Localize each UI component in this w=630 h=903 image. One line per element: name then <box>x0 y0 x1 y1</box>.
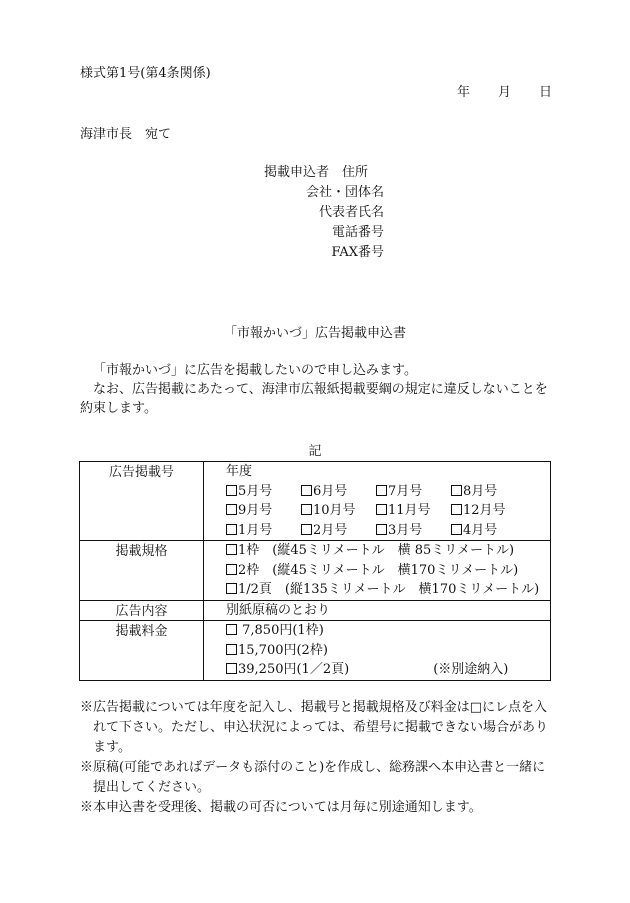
ki-heading: 記 <box>308 444 322 459</box>
date-month: 月 <box>498 85 512 100</box>
checkbox[interactable] <box>376 485 387 496</box>
month-option: 1月号 <box>238 522 273 538</box>
month-option: 6月号 <box>313 483 348 499</box>
month-option: 9月号 <box>238 503 273 518</box>
month-option: 4月号 <box>463 522 498 538</box>
size-option-row <box>204 561 550 581</box>
checkbox[interactable] <box>451 504 462 515</box>
content-value: 別紙原稿のとおり <box>226 602 331 618</box>
addressee: 海津市長 宛て <box>80 127 172 142</box>
fee-option-row <box>204 621 550 641</box>
fee-option: 39,250円(1／2頁) <box>238 662 350 677</box>
month-option: 2月号 <box>313 522 348 538</box>
date-day: 日 <box>539 85 553 100</box>
fee-option: 15,700円(2枠) <box>238 642 328 658</box>
fee-option-row <box>204 641 550 661</box>
checkbox[interactable] <box>226 485 237 496</box>
checkbox[interactable] <box>451 485 462 496</box>
applicant-block <box>264 163 384 263</box>
fee-row <box>80 621 551 681</box>
checkbox[interactable] <box>226 504 237 515</box>
size-cell <box>204 541 551 601</box>
checkbox[interactable] <box>301 485 312 496</box>
months-row-2 <box>204 501 550 521</box>
fee-note: (※別途納入) <box>433 662 509 677</box>
issue-row <box>80 462 551 541</box>
fee-label: 掲載料金 <box>80 621 204 681</box>
field-fax: FAX番号 <box>331 245 384 260</box>
body-paragraph-2: なお、広告掲載にあたって、海津市広報紙掲載要綱の規定に違反しないことを約束します。 <box>80 382 548 416</box>
date-year: 年 <box>457 85 471 100</box>
size-option: 2枠 (縦45ミリメートル 横170ミリメートル) <box>238 562 519 578</box>
checkbox[interactable] <box>226 624 237 635</box>
issue-cell <box>204 462 551 541</box>
checkbox[interactable] <box>376 504 387 515</box>
checkbox[interactable] <box>226 663 237 674</box>
body-text <box>80 361 552 418</box>
size-option: 1枠 (縦45ミリメートル 横 85ミリメートル) <box>238 543 515 558</box>
date-line <box>457 85 552 101</box>
checkbox[interactable] <box>301 524 312 535</box>
application-table <box>79 461 551 681</box>
field-company: 会社・団体名 <box>305 185 384 200</box>
checkbox[interactable] <box>226 544 237 555</box>
checkbox[interactable] <box>451 524 462 535</box>
months-row-1 <box>204 482 550 502</box>
month-option: 10月号 <box>313 503 356 518</box>
size-label: 掲載規格 <box>80 541 204 601</box>
size-option: 1/2頁 (縦135ミリメートル 横170ミリメートル) <box>238 582 540 597</box>
months-row-3 <box>204 521 550 541</box>
checkbox[interactable] <box>301 504 312 515</box>
applicant-address-line <box>264 163 384 183</box>
checkbox[interactable] <box>226 583 237 594</box>
month-option: 5月号 <box>238 483 273 499</box>
fee-option-row <box>204 660 550 680</box>
fee-cell <box>204 621 551 681</box>
note-item: ※広告掲載については年度を記入し、掲載号と掲載規格及び料金は□にレ点を入れて下さい。ただし、申込状況によっては、希望号に掲載できない場合があります。 <box>80 700 549 755</box>
content-label: 広告内容 <box>80 600 204 621</box>
fiscal-year-field[interactable]: 年度 <box>226 464 253 479</box>
applicant-label: 掲載申込者 <box>264 165 330 180</box>
month-option: 7月号 <box>388 483 423 499</box>
note-item: ※原稿(可能であればデータも添付のこと)を作成し、総務課へ本申込書と一緒に提出してください。 <box>80 760 546 795</box>
field-address: 住所 <box>342 165 369 180</box>
checkbox[interactable] <box>226 644 237 655</box>
note-item: ※本申込書を受理後、掲載の可否については月毎に別途通知します。 <box>80 800 482 815</box>
month-option: 3月号 <box>388 522 423 538</box>
size-option-row <box>204 580 550 600</box>
checkbox[interactable] <box>226 564 237 575</box>
month-option: 12月号 <box>463 503 506 518</box>
checkbox[interactable] <box>376 524 387 535</box>
content-cell <box>204 600 551 621</box>
form-number: 様式第1号(第4条関係) <box>80 66 211 81</box>
month-option: 8月号 <box>463 483 498 499</box>
field-representative: 代表者氏名 <box>318 205 384 220</box>
checkbox[interactable] <box>226 524 237 535</box>
content-row <box>80 600 551 621</box>
month-option: 11月号 <box>388 503 431 518</box>
size-row <box>80 541 551 601</box>
fee-option: 7,850円(1枠) <box>238 623 324 638</box>
size-option-row <box>204 541 550 561</box>
field-phone: 電話番号 <box>331 225 384 240</box>
issue-label: 広告掲載号 <box>80 462 204 541</box>
document-title: 「市報かいづ」広告掲載申込書 <box>223 326 406 341</box>
body-paragraph-1: 「市報かいづ」に広告を掲載したいので申し込みます。 <box>93 363 417 378</box>
notes <box>80 698 555 818</box>
